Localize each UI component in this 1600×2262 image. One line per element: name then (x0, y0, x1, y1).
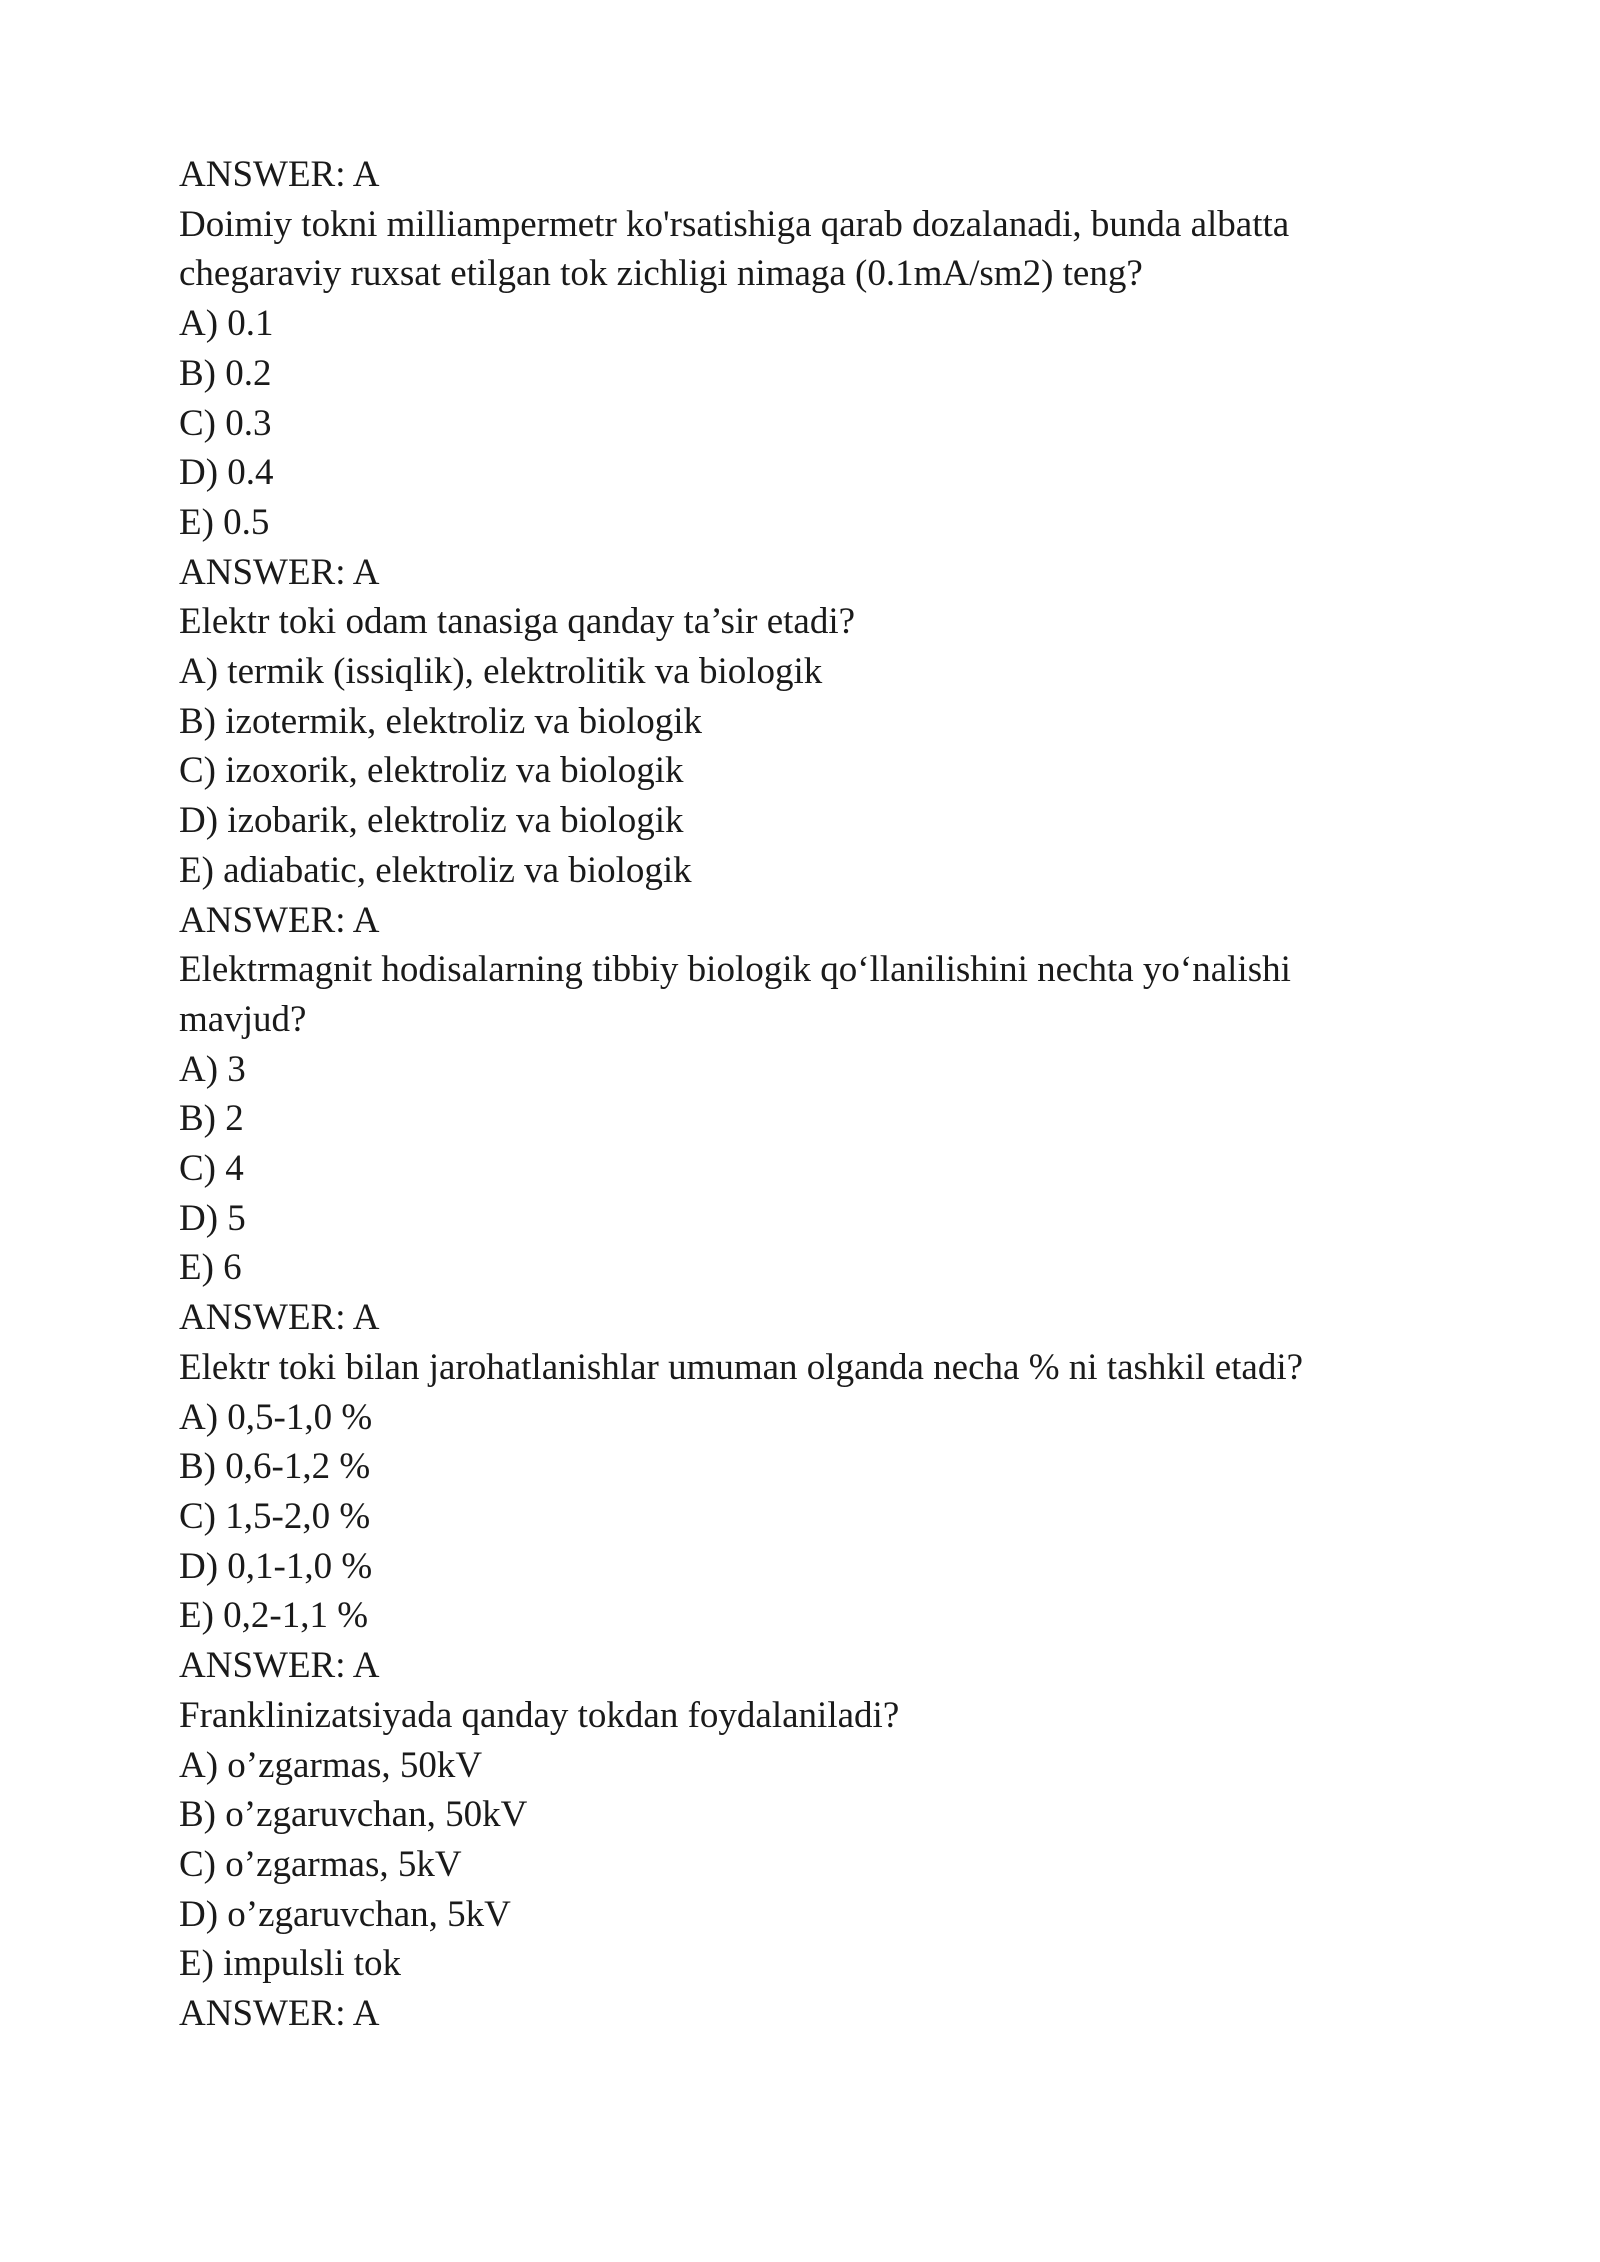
answer-line: ANSWER: A (179, 154, 380, 195)
option-d: D) o’zgaruvchan, 5kV (179, 1893, 511, 1935)
answer-line: ANSWER: A (179, 1297, 380, 1339)
option-c: C) o’zgarmas, 5kV (179, 1843, 462, 1885)
question-text-line: Elektrmagnit hodisalarning tibbiy biologik qo‘llanilishini nechta yo‘nalishi (179, 949, 1291, 991)
document-text (179, 150, 1429, 2039)
option-b: B) 2 (179, 1098, 244, 1140)
option-e: E) 0.5 (179, 501, 270, 543)
option-d: D) 5 (179, 1197, 246, 1239)
question-text-line: mavjud? (179, 998, 307, 1040)
answer-line: ANSWER: A (179, 1645, 380, 1687)
option-e: E) impulsli tok (179, 1943, 401, 1985)
option-d: D) izobarik, elektroliz va biologik (179, 800, 684, 842)
option-d: D) 0,1-1,0 % (179, 1545, 373, 1587)
question-text-line: Franklinizatsiyada qanday tokdan foydalaniladi? (179, 1694, 900, 1736)
question-text-line: Doimiy tokni milliampermetr ko'rsatishiga qarab dozalanadi, bunda albatta (179, 203, 1290, 245)
answer-line: ANSWER: A (179, 551, 380, 593)
answer-line: ANSWER: A (179, 1993, 380, 2035)
option-b: B) o’zgaruvchan, 50kV (179, 1794, 528, 1836)
option-e: E) 0,2-1,1 % (179, 1595, 369, 1637)
option-b: B) 0.2 (179, 352, 272, 394)
option-b: B) 0,6-1,2 % (179, 1446, 371, 1488)
question-text-line: Elektr toki odam tanasiga qanday ta’sir etadi? (179, 601, 856, 643)
option-b: B) izotermik, elektroliz va biologik (179, 700, 703, 742)
option-a: A) 0.1 (179, 303, 274, 345)
option-a: A) 3 (179, 1048, 246, 1090)
option-e: E) adiabatic, elektroliz va biologik (179, 849, 692, 891)
option-d: D) 0.4 (179, 452, 274, 494)
option-c: C) izoxorik, elektroliz va biologik (179, 750, 684, 792)
option-e: E) 6 (179, 1247, 242, 1289)
question-text-line: Elektr toki bilan jarohatlanishlar umuman olganda necha % ni tashkil etadi? (179, 1346, 1304, 1388)
answer-line: ANSWER: A (179, 899, 380, 941)
option-c: C) 4 (179, 1148, 244, 1190)
option-a: A) o’zgarmas, 50kV (179, 1744, 483, 1786)
option-c: C) 0.3 (179, 402, 272, 444)
question-text-line: chegaraviy ruxsat etilgan tok zichligi nimaga (0.1mA/sm2) teng? (179, 253, 1143, 295)
option-a: A) 0,5-1,0 % (179, 1396, 373, 1438)
option-c: C) 1,5-2,0 % (179, 1495, 371, 1537)
option-a: A) termik (issiqlik), elektrolitik va biologik (179, 651, 823, 693)
